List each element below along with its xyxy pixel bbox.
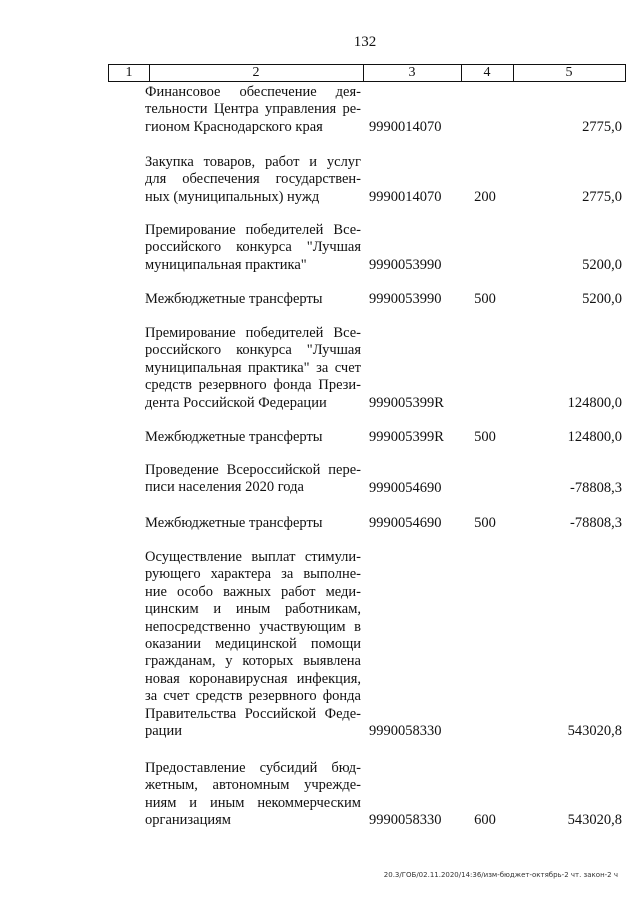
- row-code: 9990054690: [369, 480, 442, 496]
- row-code: 9990053990: [369, 291, 442, 307]
- row-code: 999005399R: [369, 395, 444, 411]
- row-amount: 124800,0: [567, 429, 622, 445]
- row-code: 9990058330: [369, 723, 442, 739]
- row-type: 600: [474, 812, 496, 828]
- row-type: 200: [474, 189, 496, 205]
- header-col-5: 5: [565, 65, 573, 80]
- row-description: Межбюджетные трансферты: [145, 429, 323, 445]
- row-description: Осуществление выплат стимули- рующего характера за выполне- ние особо важных работ меди- цинским и иным работникам, непосредственно участвующим в оказании медицинской помощи гражданам, у которых выявлена новая коронавирусная инфекция, за счет средств резервного фонда Правительства Российской Феде- рации: [145, 549, 361, 740]
- row-description: Премирование победителей Все- российского конкурса "Лучшая муниципальная практика": [145, 222, 361, 273]
- row-type: 500: [474, 515, 496, 531]
- header-col-1: 1: [125, 65, 133, 80]
- footer-note: 20.3/ГОБ/02.11.2020/14:36/изм-бюджет-октябрь-2 чт. закон-2 ч: [383, 871, 618, 879]
- header-col-3: 3: [408, 65, 416, 80]
- row-description: Премирование победителей Все- российского конкурса "Лучшая муниципальная практика" за счет средств резервного фонда Прези- дента Российской Федерации: [145, 325, 361, 411]
- row-description: Финансовое обеспечение дея- тельности Центра управления ре- гионом Краснодарского края: [145, 84, 361, 135]
- row-amount: 2775,0: [582, 189, 622, 205]
- table-header: [108, 64, 626, 82]
- row-amount: 543020,8: [567, 812, 622, 828]
- row-code: 9990014070: [369, 189, 442, 205]
- row-description: Межбюджетные трансферты: [145, 515, 323, 531]
- row-amount: 5200,0: [582, 291, 622, 307]
- row-code: 9990054690: [369, 515, 442, 531]
- row-amount: 2775,0: [582, 119, 622, 135]
- header-col-4: 4: [483, 65, 491, 80]
- row-description: Проведение Всероссийской пере- писи населения 2020 года: [145, 462, 361, 496]
- row-amount: 124800,0: [567, 395, 622, 411]
- row-description: Предоставление субсидий бюд- жетным, автономным учрежде- ниям и иным некоммерческим организациям: [145, 760, 361, 829]
- page-number: 132: [353, 34, 377, 50]
- row-description: Закупка товаров, работ и услуг для обеспечения государствен- ных (муниципальных) нужд: [145, 154, 361, 205]
- row-amount: -78808,3: [570, 515, 622, 531]
- header-col-2: 2: [252, 65, 260, 80]
- row-amount: 543020,8: [567, 723, 622, 739]
- row-amount: -78808,3: [570, 480, 622, 496]
- row-code: 9990014070: [369, 119, 442, 135]
- row-type: 500: [474, 291, 496, 307]
- row-code: 9990058330: [369, 812, 442, 828]
- row-amount: 5200,0: [582, 257, 622, 273]
- row-code: 9990053990: [369, 257, 442, 273]
- row-code: 999005399R: [369, 429, 444, 445]
- row-description: Межбюджетные трансферты: [145, 291, 323, 307]
- row-type: 500: [474, 429, 496, 445]
